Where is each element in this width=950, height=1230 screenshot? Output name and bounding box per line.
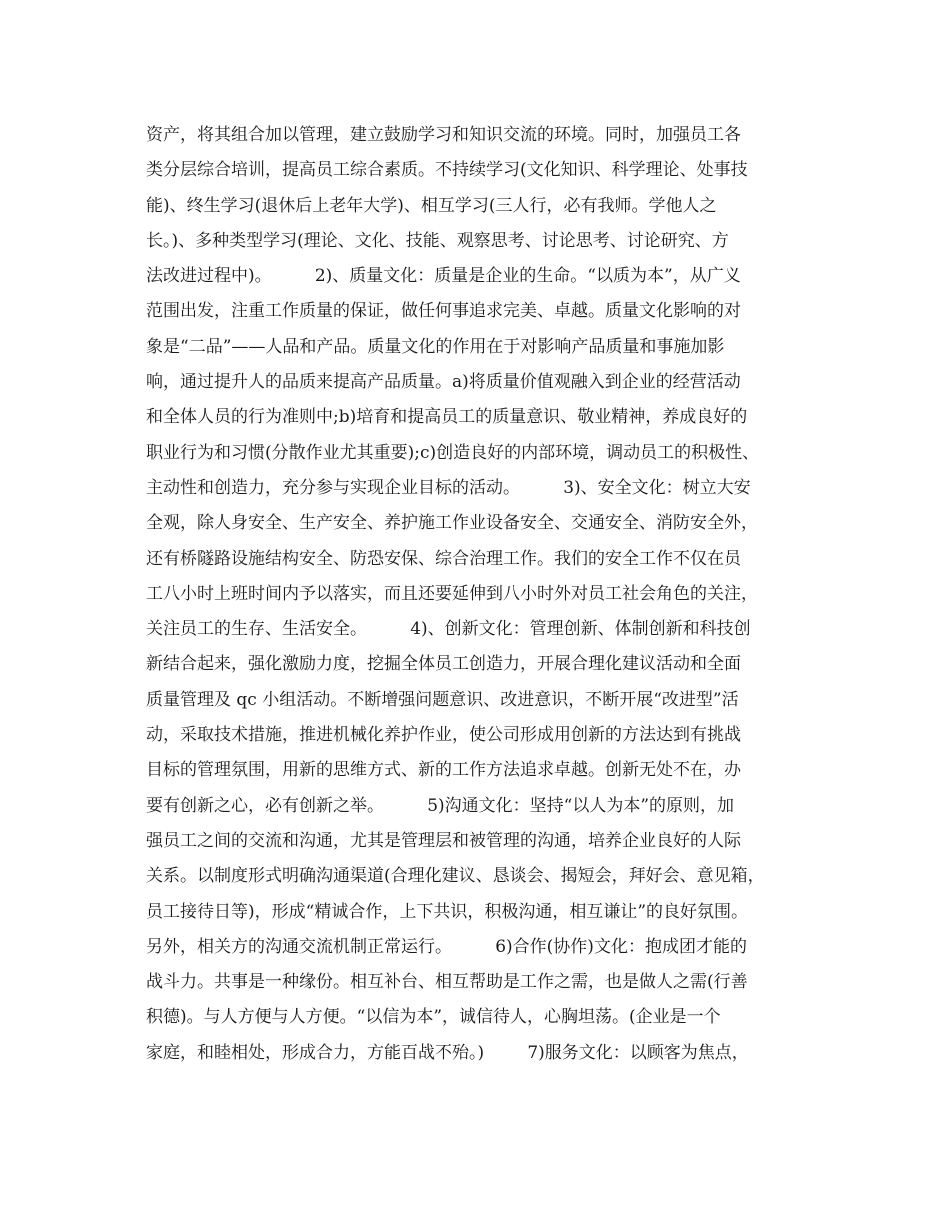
text-line: 强员工之间的交流和沟通，尤其是管理层和被管理的沟通，培养企业良好的人际 xyxy=(146,830,741,851)
text-line: 全观，除人身安全、生产安全、养护施工作业设备安全、交通安全、消防安全外， xyxy=(146,513,758,534)
text-line: 员工接待日等)，形成“精诚合作，上下共识，积极沟通，相互谦让”的良好氛围。 xyxy=(146,901,749,922)
text-line: 还有桥隧路设施结构安全、防恐安保、综合治理工作。我们的安全工作不仅在员 xyxy=(146,548,741,569)
text-line: 工八小时上班时间内予以落实，而且还要延伸到八小时外对员工社会角色的关注， xyxy=(146,583,758,604)
body-text xyxy=(146,118,836,1071)
text-line: 战斗力。共事是一种缘份。相互补台、相互帮助是工作之需，也是做人之需(行善 xyxy=(146,972,748,993)
text-line: 质量管理及 qc 小组活动。不断增强问题意识、改进意识，不断开展“改进型”活 xyxy=(146,689,739,710)
text-line: 另外，相关方的沟通交流机制正常运行。 6)合作(协作)文化：抱成团才能的 xyxy=(146,936,747,957)
text-line: 法改进过程中)。 2)、质量文化：质量是企业的生命。“以质为本”，从广义 xyxy=(146,266,741,287)
text-line: 职业行为和习惯(分散作业尤其重要);c)创造良好的内部环境，调动员工的积极性、 xyxy=(146,442,760,463)
text-line: 关注员工的生存、生活安全。 4)、创新文化：管理创新、体制创新和科技创 xyxy=(146,619,751,640)
text-line: 新结合起来，强化激励力度，挖掘全体员工创造力，开展合理化建议活动和全面 xyxy=(146,654,741,675)
text-line: 动，采取技术措施，推进机械化养护作业，使公司形成用创新的方法达到有挑战 xyxy=(146,725,741,746)
text-line: 主动性和创造力，充分参与实现企业目标的活动。 3)、安全文化：树立大安 xyxy=(146,477,751,498)
text-line: 积德)。与人方便与人方便。“以信为本”，诚信待人，心胸坦荡。(企业是一个 xyxy=(146,1007,721,1028)
text-line: 目标的管理氛围，用新的思维方式、新的工作方法追求卓越。创新无处不在，办 xyxy=(146,760,741,781)
text-line: 能)、终生学习(退休后上老年大学)、相互学习(三人行，必有我师。学他人之 xyxy=(146,195,717,216)
text-line: 资产，将其组合加以管理，建立鼓励学习和知识交流的环境。同时，加强员工各 xyxy=(146,125,741,145)
text-line: 家庭，和睦相处，形成合力，方能百战不殆。) 7)服务文化：以顾客为焦点， xyxy=(146,1042,749,1063)
text-line: 和全体人员的行为准则中;b)培育和提高员工的质量意识、敬业精神，养成良好的 xyxy=(146,407,748,428)
text-line: 响，通过提升人的品质来提高产品质量。a)将质量价值观融入到企业的经营活动 xyxy=(146,372,741,393)
text-line: 要有创新之心，必有创新之举。 5)沟通文化：坚持“以人为本”的原则，加 xyxy=(146,795,735,816)
text-line: 长。)、多种类型学习(理论、文化、技能、观察思考、讨论思考、讨论研究、方 xyxy=(146,230,729,251)
text-line: 范围出发，注重工作质量的保证，做任何事追求完美、卓越。质量文化影响的对 xyxy=(146,301,741,322)
text-line: 类分层综合培训，提高员工综合素质。不持续学习(文化知识、科学理论、处事技 xyxy=(146,160,748,181)
text-line: 象是“二品”——人品和产品。质量文化的作用在于对影响产品质量和事施加影 xyxy=(146,336,725,357)
text-line: 关系。以制度形式明确沟通渠道(合理化建议、恳谈会、揭短会，拜好会、意见箱， xyxy=(146,866,765,887)
